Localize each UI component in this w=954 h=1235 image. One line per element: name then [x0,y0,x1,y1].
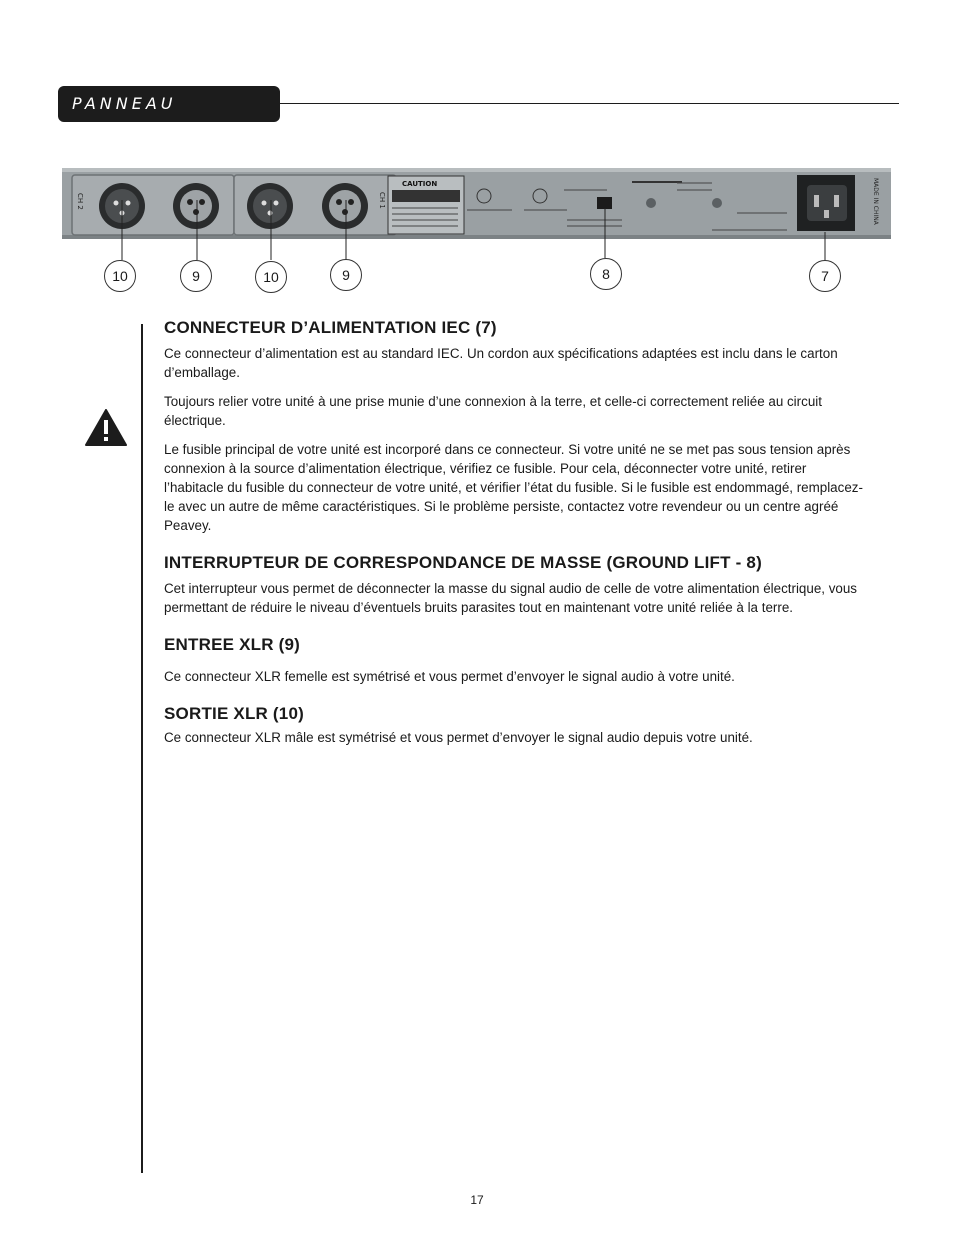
callout-10-ch1: 10 [255,261,287,293]
section-heading: SORTIE XLR (10) [164,704,304,723]
callout-9-ch1: 9 [330,259,362,291]
callout-leaders [0,0,954,300]
paragraph: Le fusible principal de votre unité est incorporé dans ce connecteur. Si votre unité ne se met pas sous tension après connexion à la source d’alimentation électrique, vérifiez ce fusible. Pour cela, déconnecter votre unité, retirer l’habitacle du fusible du connecteur de votre unité, et vérifier l’état du fusible. Si le fusible est endommagé, remplacez-le avec un autre de même caractéristiques. Si le problème persiste, contactez votre revendeur ou un centre agréé Peavey. [164,442,863,533]
ch1-label: CH 1 [378,192,386,209]
page-number: 17 [470,1193,484,1207]
paragraph: Ce connecteur d’alimentation est au standard IEC. Un cordon aux spécifications adaptées est inclu dans le carton d’emballage. [164,346,838,380]
callout-9-ch2: 9 [180,260,212,292]
section-heading: CONNECTEUR D’ALIMENTATION IEC (7) [164,318,497,337]
section-iec-connector [164,318,864,535]
section-heading: ENTREE XLR (9) [164,635,300,654]
section-xlr-output [164,704,864,747]
warning-icon [85,409,127,446]
section-xlr-input [164,635,864,686]
made-in-label: MADE IN CHINA [872,178,879,225]
section-heading: INTERRUPTEUR DE CORRESPONDANCE DE MASSE (GROUND LIFT - 8) [164,553,762,572]
paragraph: Cet interrupteur vous permet de déconnecter la masse du signal audio de celle de votre alimentation électrique, vous permettant de réduire le niveau d’éventuels bruits parasites tout en maintenant votre unité reliée à la terre. [164,581,857,615]
margin-bar [141,324,143,1173]
callout-7: 7 [809,260,841,292]
caution-label: CAUTION [402,180,438,188]
paragraph: Ce connecteur XLR mâle est symétrisé et vous permet d’envoyer le signal audio depuis votre unité. [164,730,753,745]
main-content [164,318,864,765]
ch2-label: CH 2 [76,193,84,210]
paragraph: Ce connecteur XLR femelle est symétrisé et vous permet d’envoyer le signal audio à votre unité. [164,669,735,684]
callout-8: 8 [590,258,622,290]
section-title: PANNEAU ARRIERE [72,94,177,149]
section-ground-lift [164,553,864,617]
callout-10-ch2: 10 [104,260,136,292]
paragraph: Toujours relier votre unité à une prise munie d’une connexion à la terre, et celle-ci correctement reliée au circuit électrique. [164,394,822,428]
